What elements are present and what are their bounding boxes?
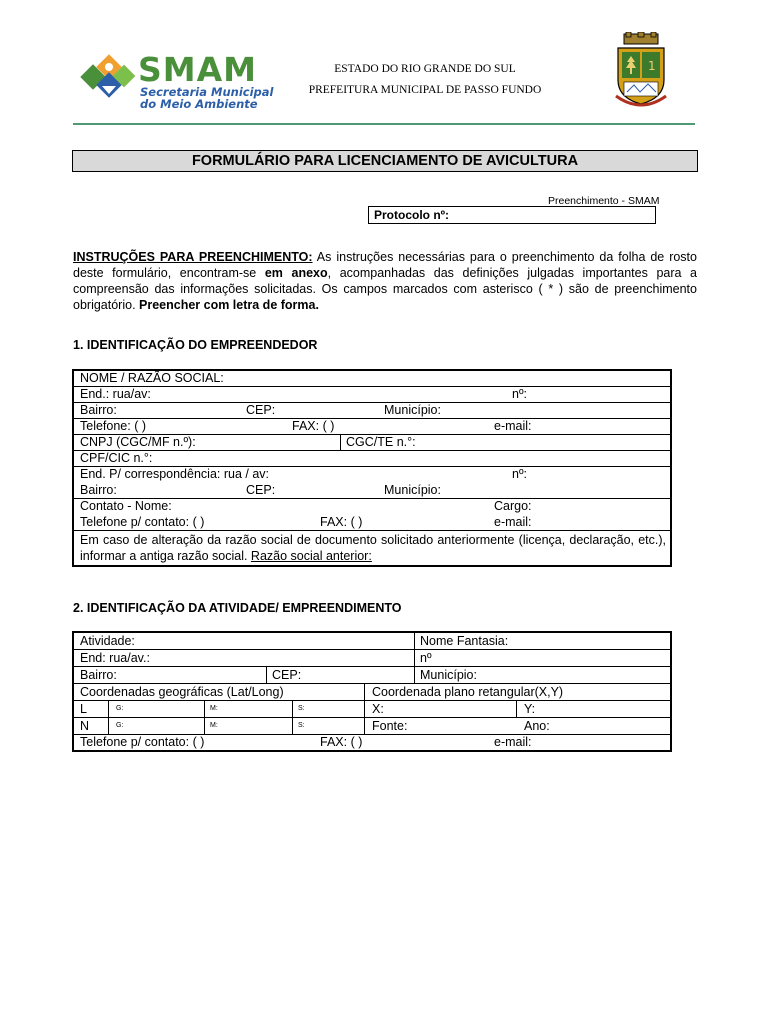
label-name: NOME / RAZÃO SOCIAL: xyxy=(80,371,224,385)
coat-of-arms-icon xyxy=(612,32,670,112)
address-divider xyxy=(414,650,415,667)
lat-divider-3 xyxy=(292,701,293,718)
label-lon-min: M: xyxy=(210,722,218,729)
label-fax-2: FAX: ( ) xyxy=(320,735,363,749)
label-contact-phone: Telefone p/ contato: ( ) xyxy=(80,515,205,529)
row-longitude[interactable] xyxy=(74,718,670,735)
label-city: Município: xyxy=(384,403,441,417)
label-cep-2: CEP: xyxy=(272,668,302,682)
label-plane-coords: Coordenada plano retangular(X,Y) xyxy=(372,685,564,699)
protocol-field[interactable]: Protocolo nº: xyxy=(368,206,656,224)
label-cnpj: CNPJ (CGC/MF n.º): xyxy=(80,435,196,449)
lon-divider-3 xyxy=(292,718,293,735)
label-district: Bairro: xyxy=(80,403,117,417)
section-1-heading: 1. IDENTIFICAÇÃO DO EMPREENDEDOR xyxy=(73,338,318,352)
row-contact[interactable] xyxy=(74,499,670,515)
cep-divider xyxy=(414,667,415,684)
label-source: Fonte: xyxy=(372,719,408,733)
logo-subtitle-1: Secretaria Municipal xyxy=(140,85,274,99)
label-phone: Telefone: ( ) xyxy=(80,419,147,433)
label-cgc-te: CGC/TE n.°: xyxy=(346,435,416,449)
label-year: Ano: xyxy=(524,719,550,733)
state-name: ESTADO DO RIO GRANDE DO SUL xyxy=(334,63,516,75)
label-lat-sec: S: xyxy=(298,705,305,712)
row-district-2[interactable] xyxy=(74,667,670,684)
activity-divider xyxy=(414,633,415,650)
label-lat-deg: G: xyxy=(116,705,124,712)
lat-divider-4 xyxy=(364,701,365,718)
label-fax: FAX: ( ) xyxy=(292,419,335,433)
label-number: nº: xyxy=(512,387,527,401)
label-contact-phone-2: Telefone p/ contato: ( ) xyxy=(80,735,205,749)
xy-divider xyxy=(516,701,517,718)
row-cpf[interactable] xyxy=(74,451,670,467)
label-email: e-mail: xyxy=(494,419,532,433)
instructions-text-2: , acompanhadas das definições julgadas importantes para a compreensão das informações solicitadas. Os campos marcados com asterisco ( * ) são de preenchimento obrigatório. xyxy=(73,266,698,312)
lat-divider-1 xyxy=(108,701,109,718)
entrepreneur-table xyxy=(72,369,672,567)
label-contact-fax: FAX: ( ) xyxy=(320,515,363,529)
row-corr-address[interactable] xyxy=(74,467,670,483)
label-role: Cargo: xyxy=(494,499,532,513)
row-corr-district[interactable] xyxy=(74,483,670,499)
label-trade-name: Nome Fantasia: xyxy=(420,634,509,648)
row-name[interactable] xyxy=(74,371,670,387)
row-address[interactable] xyxy=(74,387,670,403)
section-2-heading: 2. IDENTIFICAÇÃO DA ATIVIDADE/ EMPREENDIMENTO xyxy=(73,601,402,615)
coords-divider xyxy=(364,684,365,701)
lon-divider-2 xyxy=(204,718,205,735)
label-address: End.: rua/av: xyxy=(80,387,151,401)
instructions-bold-2: Preencher com letra de forma. xyxy=(139,298,319,312)
label-geo-coords: Coordenadas geográficas (Lat/Long) xyxy=(80,685,284,699)
label-contact-name: Contato - Nome: xyxy=(80,499,172,513)
row-latitude[interactable] xyxy=(74,701,670,718)
previous-name-label: Razão social anterior: xyxy=(250,549,372,563)
label-district-2: Bairro: xyxy=(80,668,117,682)
logo-name: SMAM xyxy=(138,50,257,89)
label-lat: L xyxy=(80,702,87,716)
change-note xyxy=(80,532,666,564)
row-district[interactable] xyxy=(74,403,670,419)
fill-note: Preenchimento - SMAM xyxy=(548,195,660,207)
label-lon-deg: G: xyxy=(116,722,124,729)
label-y: Y: xyxy=(524,702,536,716)
label-x: X: xyxy=(372,702,384,716)
label-corr-address: End. P/ correspondência: rua / av: xyxy=(80,467,269,481)
label-corr-number: nº: xyxy=(512,467,527,481)
prefecture-name: PREFEITURA MUNICIPAL DE PASSO FUNDO xyxy=(308,84,542,96)
svg-text:1: 1 xyxy=(648,59,656,73)
label-cep: CEP: xyxy=(246,403,276,417)
label-city-2: Município: xyxy=(420,668,477,682)
row-contact-2[interactable] xyxy=(74,735,670,750)
lon-divider-4 xyxy=(364,718,365,735)
district-divider xyxy=(266,667,267,684)
label-lon-sec: S: xyxy=(298,722,305,729)
label-corr-cep: CEP: xyxy=(246,483,276,497)
lon-divider-1 xyxy=(108,718,109,735)
instructions-bold-1: em anexo xyxy=(264,266,328,280)
row-change-note[interactable] xyxy=(74,531,670,565)
instructions-heading: INSTRUÇÕES PARA PREENCHIMENTO: xyxy=(73,250,313,264)
label-activity: Atividade: xyxy=(80,634,135,648)
label-lat-min: M: xyxy=(210,705,218,712)
row-phone[interactable] xyxy=(74,419,670,435)
row-activity[interactable] xyxy=(74,633,670,650)
row-address-2[interactable] xyxy=(74,650,670,667)
header-rule xyxy=(73,123,695,125)
label-email-2: e-mail: xyxy=(494,735,532,749)
row-cnpj[interactable] xyxy=(74,435,670,451)
activity-table xyxy=(72,631,672,752)
smam-logo xyxy=(80,50,274,112)
instructions xyxy=(73,249,697,313)
row-contact-phone[interactable] xyxy=(74,515,670,531)
smam-emblem-icon xyxy=(80,54,138,112)
label-number-2: nº xyxy=(420,651,432,665)
change-note-text: Em caso de alteração da razão social de documento solicitado anteriormente (licença, declaração, etc.), informar a antiga razão social. xyxy=(80,533,666,563)
cnpj-divider xyxy=(340,435,341,451)
logo-subtitle-2: do Meio Ambiente xyxy=(140,97,258,111)
row-coords-header xyxy=(74,684,670,701)
instructions-text-1: As instruções necessárias para o preenchimento da folha de rosto deste formulário, encontram-se xyxy=(73,250,697,280)
label-cpf: CPF/CIC n.°: xyxy=(80,451,153,465)
label-corr-city: Município: xyxy=(384,483,441,497)
label-address-2: End: rua/av.: xyxy=(80,651,150,665)
form-title: FORMULÁRIO PARA LICENCIAMENTO DE AVICULTURA xyxy=(72,150,698,172)
label-lon: N xyxy=(80,719,90,733)
lat-divider-2 xyxy=(204,701,205,718)
label-corr-district: Bairro: xyxy=(80,483,117,497)
label-contact-email: e-mail: xyxy=(494,515,532,529)
